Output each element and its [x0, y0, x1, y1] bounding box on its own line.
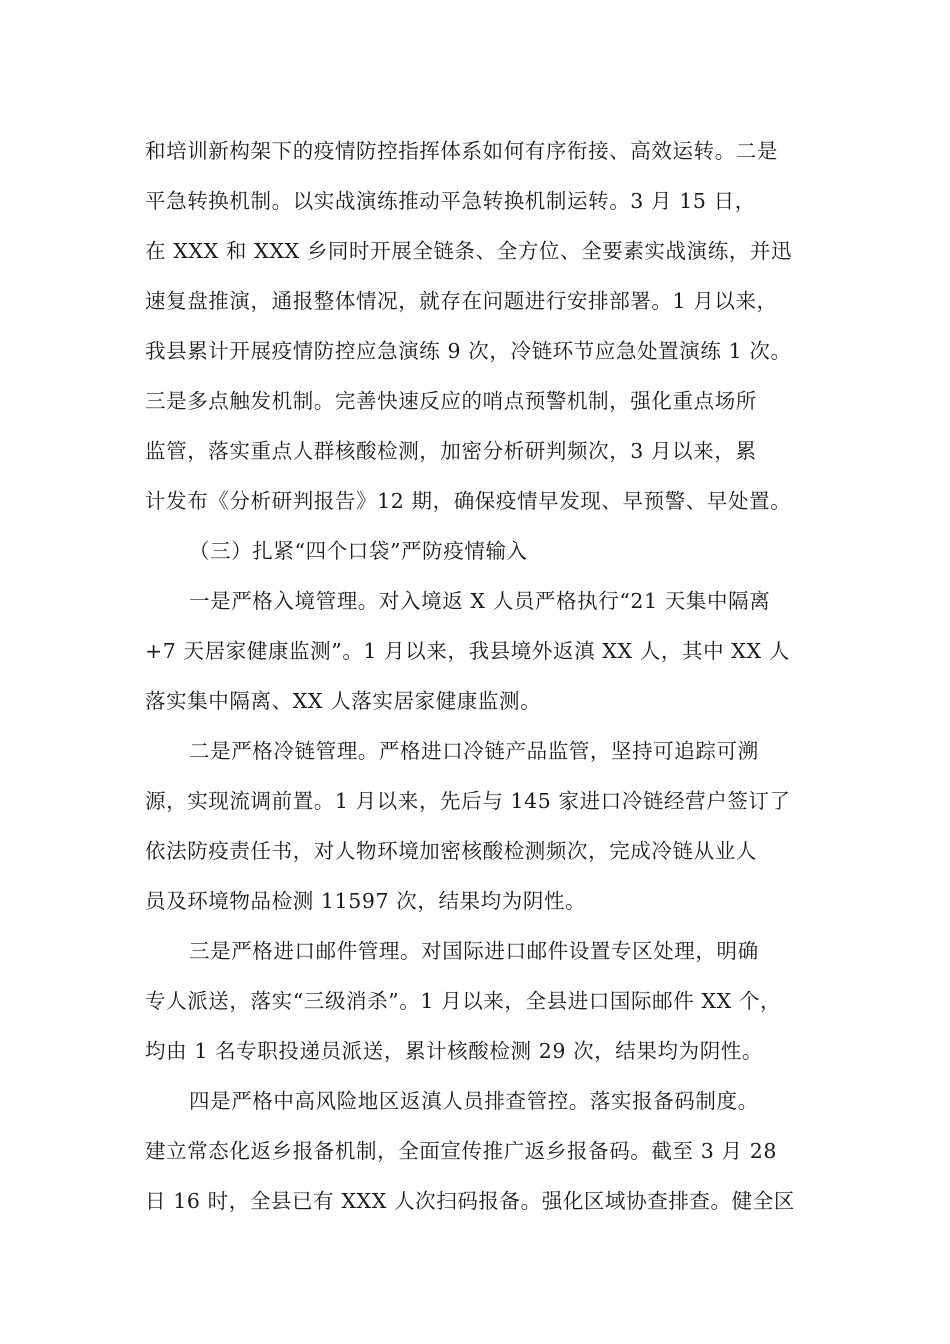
text-line: 三是严格进口邮件管理。对国际进口邮件设置专区处理，明确 [189, 939, 759, 963]
text-line: 日 16 时，全县已有 XXX 人次扫码报备。强化区域协查排查。健全区 [145, 1189, 795, 1213]
document-body [145, 126, 810, 1226]
text-line: 在 XXX 和 XXX 乡同时开展全链条、全方位、全要素实战演练，并迅 [145, 239, 793, 263]
text-line: 计发布《分析研判报告》12 期，确保疫情早发现、早预警、早处置。 [145, 489, 792, 513]
text-line: 落实集中隔离、XX 人落实居家健康监测。 [145, 689, 542, 713]
text-line: 速复盘推演，通报整体情况，就存在问题进行安排部署。1 月以来， [145, 289, 778, 313]
text-line: （三）扎紧“四个口袋”严防疫情输入 [189, 539, 528, 563]
text-line: 源，实现流调前置。1 月以来，先后与 145 家进口冷链经营户签订了 [145, 789, 791, 813]
text-line: 一是严格入境管理。对入境返 X 人员严格执行“21 天集中隔离 [189, 589, 771, 613]
text-line: 监管，落实重点人群核酸检测，加密分析研判频次，3 月以来，累 [145, 439, 757, 463]
text-line: 平急转换机制。以实战演练推动平急转换机制运转。3 月 15 日， [145, 189, 756, 213]
text-line: 专人派送，落实“三级消杀”。1 月以来，全县进口国际邮件 XX 个， [145, 989, 782, 1013]
text-line: 均由 1 名专职投递员派送，累计核酸检测 29 次，结果均为阴性。 [145, 1039, 763, 1063]
text-line: 三是多点触发机制。完善快速反应的哨点预警机制，强化重点场所 [145, 389, 757, 413]
text-line: 依法防疫责任书，对人物环境加密核酸检测频次，完成冷链从业人 [145, 839, 757, 863]
text-line: 建立常态化返乡报备机制，全面宣传推广返乡报备码。截至 3 月 28 [145, 1139, 777, 1163]
text-line: 四是严格中高风险地区返滇人员排查管控。落实报备码制度。 [189, 1089, 759, 1113]
text-line: 和培训新构架下的疫情防控指挥体系如何有序衔接、高效运转。二是 [145, 139, 778, 163]
text-line: 员及环境物品检测 11597 次，结果均为阴性。 [145, 889, 587, 913]
text-line: 二是严格冷链管理。严格进口冷链产品监管，坚持可追踪可溯 [189, 739, 759, 763]
text-line: +7 天居家健康监测”。1 月以来，我县境外返滇 XX 人，其中 XX 人 [145, 639, 790, 663]
text-line: 我县累计开展疫情防控应急演练 9 次，冷链环节应急处置演练 1 次。 [145, 339, 792, 363]
